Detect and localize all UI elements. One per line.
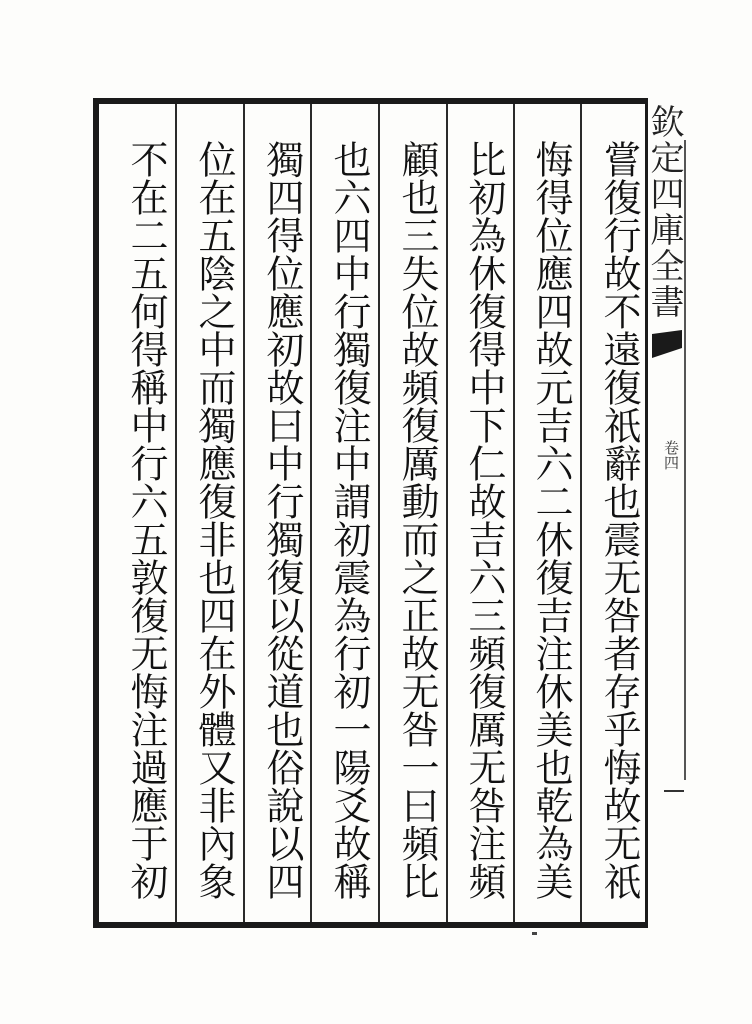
text-column-5: 也六四中行獨復注中謂初震為行初一陽爻故稱: [327, 140, 371, 900]
book-title: 欽定四庫全書: [644, 104, 684, 320]
text-column-2: 悔得位應四故元吉六二休復吉注休美也乾為美: [529, 140, 573, 900]
text-column-6: 獨四得位應初故曰中行獨復以從道也俗說以四: [260, 140, 304, 900]
text-column-3: 比初為休復得中下仁故吉六三頻復厲无咎注頻: [462, 140, 506, 900]
margin-tick: [664, 790, 684, 792]
volume-label: 卷四: [662, 440, 680, 470]
text-column-1: 嘗復行故不遠復祇辭也震无咎者存乎悔故无祇: [597, 140, 641, 900]
text-column-7: 位在五陰之中而獨應復非也四在外體又非內象: [192, 140, 236, 900]
margin-divider-line: [684, 140, 686, 780]
fish-tail-mark: [650, 328, 684, 362]
text-column-4: 顧也三失位故頻復厲動而之正故无咎一曰頻比: [395, 140, 439, 900]
ink-speck: [532, 932, 537, 935]
text-column-8: 不在二五何得稱中行六五敦復无悔注過應于初: [124, 140, 168, 900]
